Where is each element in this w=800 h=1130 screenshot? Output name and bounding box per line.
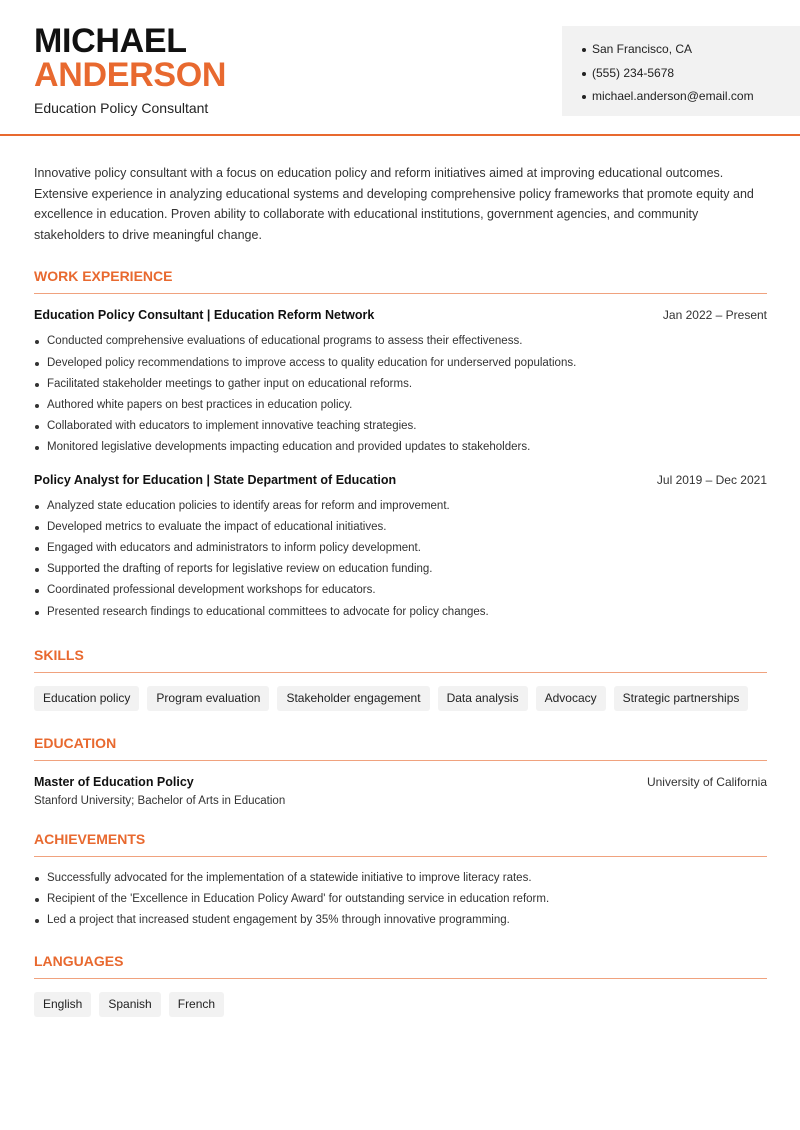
summary: Innovative policy consultant with a focus on education policy and reform initiatives aimed at improving educational outcomes. Extensive experience in analyzing educational systems and developing comprehensive policy frameworks that promote equity and excellence in education. Proven ability to collaborate with educational institutions, government agencies, and community stakeholders to drive meaningful change. xyxy=(34,166,754,242)
job-bullet: Presented research findings to educational committees to advocate for policy changes. xyxy=(34,602,767,623)
last-name: ANDERSON xyxy=(34,56,227,94)
skill-tag: Stakeholder engagement xyxy=(277,686,429,711)
education-section xyxy=(34,735,767,807)
language-tag: Spanish xyxy=(99,992,160,1017)
job-bullet: Engaged with educators and administrators to inform policy development. xyxy=(34,538,767,559)
language-tag: French xyxy=(169,992,224,1017)
first-name: MICHAEL xyxy=(34,22,187,60)
job-bullet: Coordinated professional development workshops for educators. xyxy=(34,580,767,601)
job-title: Education Policy Consultant xyxy=(34,100,209,116)
job-bullet: Supported the drafting of reports for legislative review on education funding. xyxy=(34,559,767,580)
achievement-list xyxy=(34,868,767,932)
achievement-item: Led a project that increased student engagement by 35% through innovative programming. xyxy=(34,910,767,931)
job-entry xyxy=(34,473,767,623)
job-bullets xyxy=(34,331,767,458)
education-detail: Stanford University; Bachelor of Arts in Education xyxy=(34,794,286,807)
job-bullet: Analyzed state education policies to identify areas for reform and improvement. xyxy=(34,496,767,517)
job-bullet: Monitored legislative developments impacting education and provided updates to stakeholders. xyxy=(34,437,767,458)
contact-email: michael.anderson@email.com xyxy=(582,85,800,109)
job-bullet: Collaborated with educators to implement innovative teaching strategies. xyxy=(34,416,767,437)
job-bullet: Authored white papers on best practices in education policy. xyxy=(34,395,767,416)
skill-tag: Program evaluation xyxy=(147,686,269,711)
resume-body xyxy=(34,163,767,1017)
section-title-languages: LANGUAGES xyxy=(34,953,767,979)
job-role: Education Policy Consultant | Education Reform Network xyxy=(34,308,375,323)
section-title-work: WORK EXPERIENCE xyxy=(34,268,767,294)
job-dates: Jul 2019 – Dec 2021 xyxy=(656,472,767,487)
contact-list xyxy=(582,38,800,109)
achievement-item: Recipient of the 'Excellence in Education Policy Award' for outstanding service in education reform. xyxy=(34,889,767,910)
contact-location: San Francisco, CA xyxy=(582,38,800,62)
skill-tag: Strategic partnerships xyxy=(614,686,749,711)
job-role: Policy Analyst for Education | State Department of Education xyxy=(34,472,397,487)
job-entry xyxy=(34,308,767,458)
education-institution: University of California xyxy=(646,774,767,789)
skills-section xyxy=(34,647,767,711)
contact-phone: (555) 234-5678 xyxy=(582,62,800,86)
job-bullet: Developed metrics to evaluate the impact of educational initiatives. xyxy=(34,517,767,538)
section-title-skills: SKILLS xyxy=(34,647,767,673)
language-tag: English xyxy=(34,992,91,1017)
work-experience-section xyxy=(34,268,767,622)
section-title-education: EDUCATION xyxy=(34,735,767,761)
job-bullet: Developed policy recommendations to improve access to quality education for underserved populations. xyxy=(34,353,767,374)
skills-tags xyxy=(34,686,767,711)
job-bullets xyxy=(34,496,767,623)
skill-tag: Data analysis xyxy=(438,686,528,711)
achievement-item: Successfully advocated for the implementation of a statewide initiative to improve literacy rates. xyxy=(34,868,767,889)
education-degree: Master of Education Policy xyxy=(34,774,194,789)
job-dates: Jan 2022 – Present xyxy=(662,308,767,323)
job-bullet: Facilitated stakeholder meetings to gather input on educational reforms. xyxy=(34,374,767,395)
resume-header xyxy=(0,0,800,136)
languages-section xyxy=(34,953,767,1017)
section-title-achievements: ACHIEVEMENTS xyxy=(34,831,767,857)
achievements-section xyxy=(34,831,767,932)
skill-tag: Advocacy xyxy=(536,686,606,711)
skill-tag: Education policy xyxy=(34,686,139,711)
language-tags xyxy=(34,992,767,1017)
job-bullet: Conducted comprehensive evaluations of educational programs to assess their effectiveness. xyxy=(34,331,767,352)
contact-box xyxy=(562,26,800,116)
